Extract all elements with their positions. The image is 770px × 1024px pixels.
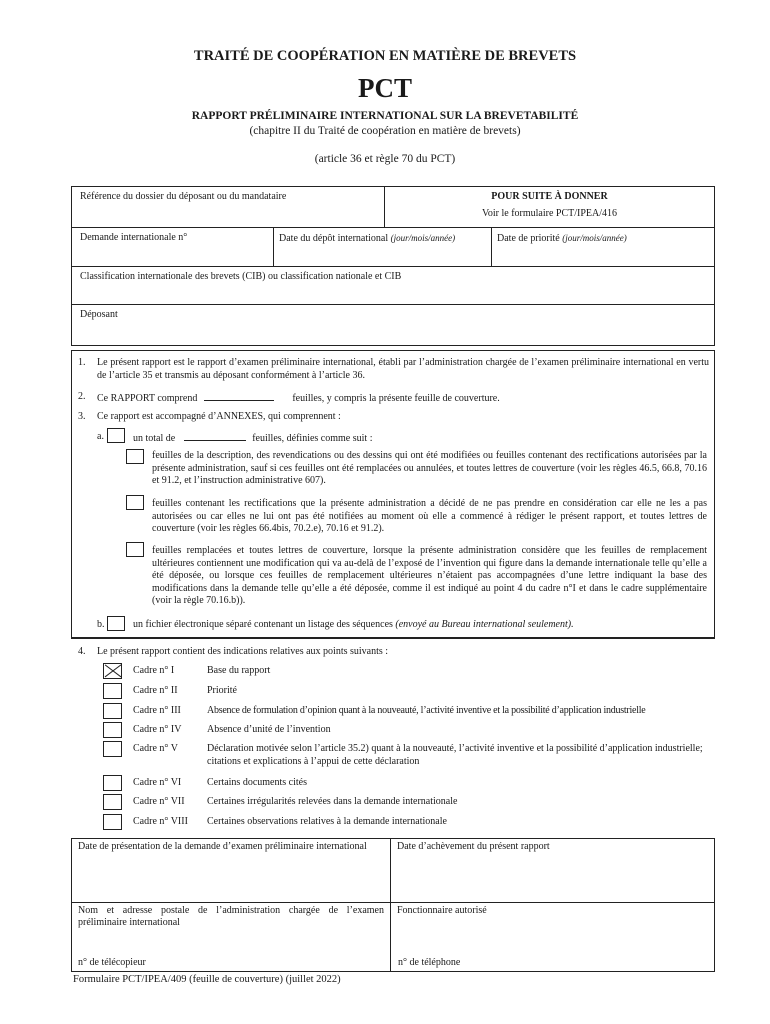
filing-date-field[interactable] bbox=[273, 228, 491, 266]
cadre-checkbox[interactable] bbox=[103, 741, 122, 757]
cadre-label: Cadre n° IV bbox=[133, 724, 182, 735]
cadre-text: Certaines irrégularités relevées dans la demande internationale bbox=[207, 796, 458, 807]
item-2-before: Ce RAPPORT comprend bbox=[97, 393, 198, 404]
action-text: Voir le formulaire PCT/IPEA/416 bbox=[481, 208, 618, 219]
annex-sub3-text: feuilles remplacées et toutes lettres de couverture, lorsque la présente administration considère que les feuilles de remplacement ultérieures contiennent une modification qui va au-delà de l’exposé de l’invention qui figure dans la demande internationale telle qu’elle a été déposée, ou lorsque ces feuilles de remplacement ultérieures n’étaient pas accompagnées d’une lettre indiquant la base des modifications dans la demande telle qu’elle a été déposée, comme il est indiqué au point 4 du cadre n°I et dans le cadre supplémentaire (voir la règle 70.16.b)). bbox=[152, 545, 707, 606]
authority-address-label: Nom et adresse postale de l’administration chargée de l’examen préliminaire international bbox=[78, 905, 384, 928]
cadre-text: Déclaration motivée selon l’article 35.2) quant à la nouveauté, l’activité inventive et la possibilité d’application industrielle; citations et explications à l’appui de cette déclaration bbox=[207, 743, 703, 767]
form-footer: Formulaire PCT/IPEA/409 (feuille de couverture) (juillet 2022) bbox=[73, 974, 341, 985]
annex-b-line bbox=[133, 619, 574, 632]
annex-total-field[interactable] bbox=[184, 431, 246, 441]
annex-a-before: un total de bbox=[133, 433, 176, 444]
cadre-checkbox[interactable] bbox=[103, 703, 122, 719]
annex-b-checkbox[interactable] bbox=[107, 616, 125, 631]
cadre-text: Certaines observations relatives à la demande internationale bbox=[207, 816, 447, 827]
annex-sub2-checkbox[interactable] bbox=[126, 495, 144, 510]
item-4-number: 4. bbox=[78, 646, 86, 657]
annex-b-italic: (envoyé au Bureau international seulement). bbox=[395, 619, 574, 630]
cadre-label: Cadre n° VI bbox=[133, 777, 182, 788]
item-4-text: Le présent rapport contient des indications relatives aux points suivants : bbox=[97, 646, 389, 657]
check-x-icon bbox=[104, 664, 121, 678]
priority-date-format: (jour/mois/année) bbox=[562, 233, 627, 243]
file-reference-field[interactable] bbox=[74, 187, 384, 227]
cadre-text: Certains documents cités bbox=[207, 777, 307, 788]
cadre-text: Absence de formulation d’opinion quant à la nouveauté, l’activité inventive et la possibilité d’application industrielle bbox=[207, 705, 646, 716]
annex-sub2-text: feuilles contenant les rectifications que la présente administration a décidé de ne pas prendre en considération car elle ne les a pas autorisées ou car elles ne lui ont pas été notifiées au moment où elle a commencé à rédiger le présent rapport, et toutes lettres de couverture (voir les règles 66.4bis, 70.2.e), 70.16 et 91.2). bbox=[152, 498, 707, 534]
cadre-checkbox[interactable] bbox=[103, 775, 122, 791]
sheet-count-field[interactable] bbox=[204, 391, 274, 401]
filing-date-label: Date du dépôt international bbox=[279, 233, 389, 244]
annex-a-line bbox=[133, 431, 372, 446]
cadre-checkbox[interactable] bbox=[103, 722, 122, 738]
fax-label: n° de télécopieur bbox=[78, 957, 146, 968]
cadre-label: Cadre n° II bbox=[133, 685, 178, 696]
file-reference-label: Référence du dossier du déposant ou du mandataire bbox=[80, 191, 287, 202]
filing-date-format: (jour/mois/année) bbox=[390, 233, 456, 243]
priority-date-field[interactable] bbox=[491, 228, 715, 266]
cadre-checkbox[interactable] bbox=[103, 683, 122, 699]
demand-date-label: Date de présentation de la demande d’examen préliminaire international bbox=[78, 841, 367, 852]
annex-sub1-checkbox[interactable] bbox=[126, 449, 144, 464]
cadre-label: Cadre n° VIII bbox=[133, 816, 188, 827]
demand-date-field[interactable] bbox=[72, 839, 390, 902]
item-2-line bbox=[97, 391, 709, 406]
classification-field[interactable] bbox=[74, 267, 714, 304]
cadre-text: Absence d’unité de l’invention bbox=[207, 724, 331, 735]
application-number-label: Demande internationale n° bbox=[80, 232, 188, 243]
cadre-checkbox[interactable] bbox=[103, 814, 122, 830]
annex-a-label: a. bbox=[97, 431, 104, 442]
treaty-title: TRAITÉ DE COOPÉRATION EN MATIÈRE DE BREVETS bbox=[193, 48, 577, 64]
annex-b-text: un fichier électronique séparé contenant un listage des séquences bbox=[133, 619, 393, 630]
pct-title: PCT bbox=[358, 73, 412, 103]
cadre-label: Cadre n° III bbox=[133, 705, 181, 716]
item-1-number: 1. bbox=[78, 357, 86, 368]
officer-label: Fonctionnaire autorisé bbox=[397, 905, 487, 916]
annex-sub3-checkbox[interactable] bbox=[126, 542, 144, 557]
cadre-text: Base du rapport bbox=[207, 665, 271, 676]
article-subtitle: (article 36 et règle 70 du PCT) bbox=[314, 153, 456, 165]
classification-label: Classification internationale des brevets (CIB) ou classification nationale et CIB bbox=[80, 271, 402, 282]
item-2-number: 2. bbox=[78, 391, 86, 402]
action-title: POUR SUITE À DONNER bbox=[491, 191, 608, 202]
completion-date-label: Date d’achèvement du présent rapport bbox=[397, 841, 550, 852]
application-number-field[interactable] bbox=[74, 228, 273, 266]
phone-label: n° de téléphone bbox=[398, 957, 461, 968]
priority-date-label: Date de priorité bbox=[497, 233, 560, 244]
chapter-subtitle: (chapitre II du Traité de coopération en matière de brevets) bbox=[249, 125, 521, 137]
annex-a-after: feuilles, définies comme suit : bbox=[252, 433, 373, 444]
completion-date-field[interactable] bbox=[391, 839, 714, 902]
cadre-label: Cadre n° I bbox=[133, 665, 175, 676]
item-2-after: feuilles, y compris la présente feuille de couverture. bbox=[292, 393, 500, 404]
cadre-checkbox[interactable] bbox=[103, 663, 122, 679]
item-3-number: 3. bbox=[78, 411, 86, 422]
item-1-text: Le présent rapport est le rapport d’examen préliminaire international, établi par l’administration chargée de l’examen préliminaire international en vertu de l’article 35 et transmis au déposant conformément à l’article 36. bbox=[97, 357, 709, 381]
report-title: RAPPORT PRÉLIMINAIRE INTERNATIONAL SUR LA BREVETABILITÉ bbox=[191, 110, 579, 122]
annex-a-checkbox[interactable] bbox=[107, 428, 125, 443]
annex-sub1-text: feuilles de la description, des revendications ou des dessins qui ont été modifiées ou feuilles contenant des rectifications autorisées par la présente administration, sauf si ces feuilles ont été remplacées ou annulées, et toutes lettres de couverture (voir les règles 46.5, 66.8, 70.16 et 91.2, et l’instruction administrative 607). bbox=[152, 450, 707, 486]
officer-field[interactable] bbox=[391, 903, 714, 953]
action-box bbox=[384, 187, 715, 227]
cadre-label: Cadre n° V bbox=[133, 743, 178, 754]
cadre-text: Priorité bbox=[207, 685, 237, 696]
authority-address-field[interactable] bbox=[72, 903, 390, 953]
annex-b-label: b. bbox=[97, 619, 105, 630]
cadre-checkbox[interactable] bbox=[103, 794, 122, 810]
cadre-label: Cadre n° VII bbox=[133, 796, 185, 807]
item-3-text: Ce rapport est accompagné d’ANNEXES, qui comprennent : bbox=[97, 411, 341, 422]
applicant-field[interactable] bbox=[74, 305, 714, 345]
applicant-label: Déposant bbox=[80, 309, 118, 320]
